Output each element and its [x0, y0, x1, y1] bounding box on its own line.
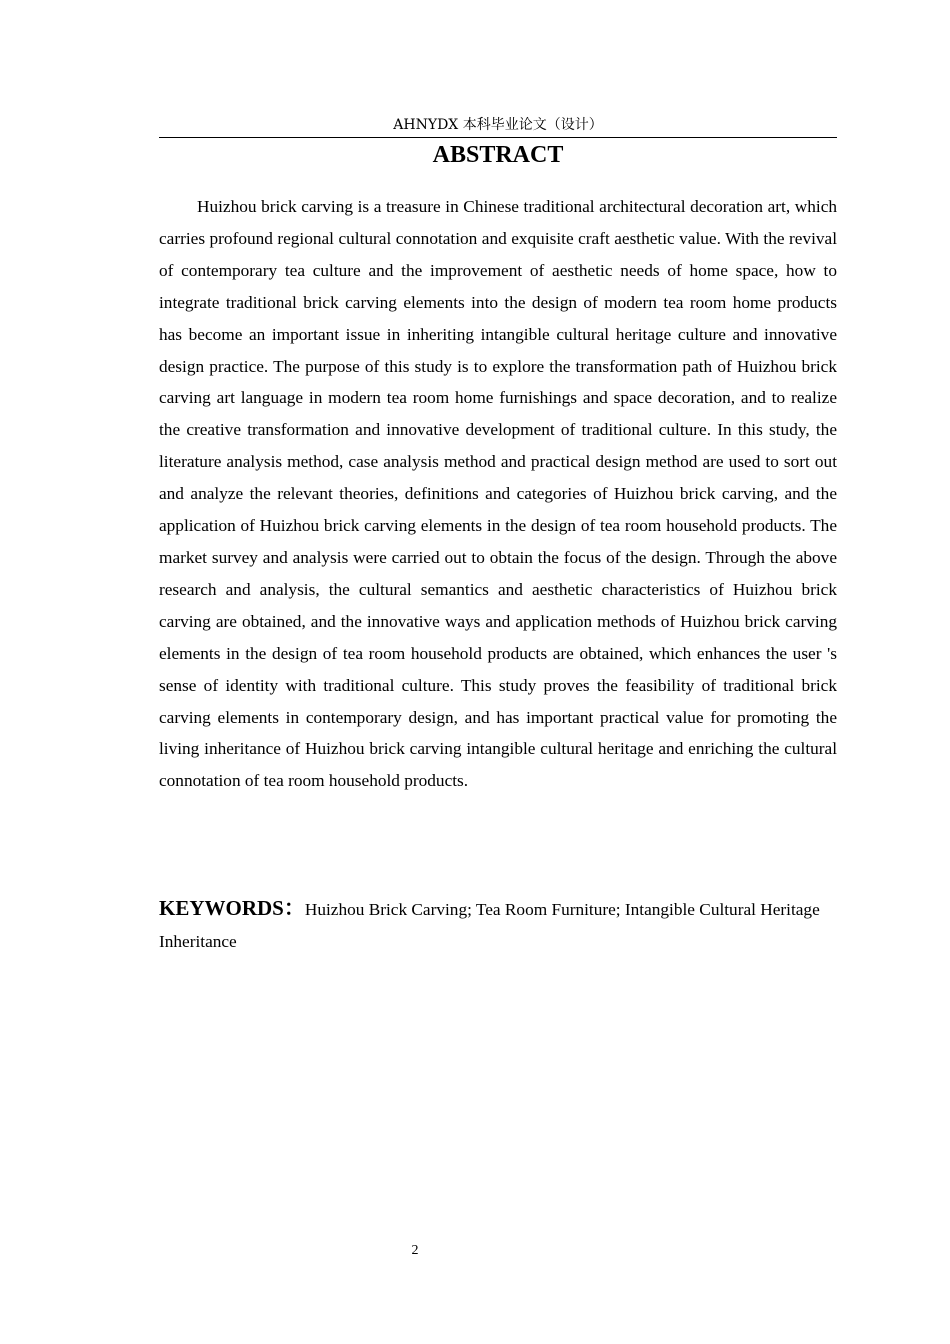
keywords-line — [159, 893, 837, 958]
abstract-body: Huizhou brick carving is a treasure in Chinese traditional architectural decoration art, which carries profound regional cultural connotation and exquisite craft aesthetic value. With the revival of contemporary tea culture and the improvement of aesthetic needs of home space, how to integrate traditional brick carving elements into the design of modern tea room home products has become an important issue in inheriting intangible cultural heritage culture and innovative design practice. The purpose of this study is to explore the transformation path of Huizhou brick carving art language in modern tea room home furnishings and space decoration, and to realize the creative transformation and innovative development of traditional culture. In this study, the literature analysis method, case analysis method and practical design method are used to sort out and analyze the relevant theories, definitions and categories of Huizhou brick carving, and the application of Huizhou brick carving elements in the design of tea room household products. The market survey and analysis were carried out to obtain the focus of the design. Through the above research and analysis, the cultural semantics and aesthetic characteristics of Huizhou brick carving are obtained, and the innovative ways and application methods of Huizhou brick carving elements in the design of tea room household products are obtained, which enhances the user 's sense of identity with traditional culture. This study proves the feasibility of traditional brick carving elements in contemporary design, and has important practical value for promoting the living inheritance of Huizhou brick carving intangible cultural heritage and enriching the cultural connotation of tea room household products. — [159, 197, 837, 791]
abstract-title: ABSTRACT — [432, 142, 564, 168]
keywords-label: KEYWORDS： — [159, 896, 305, 920]
keywords-text: Huizhou Brick Carving; Tea Room Furniture; Intangible Cultural Heritage Inheritance — [159, 900, 820, 951]
page-number: 2 — [411, 1243, 419, 1258]
running-header: AHNYDX 本科毕业论文（设计） — [393, 117, 603, 133]
header-rule — [159, 137, 837, 138]
